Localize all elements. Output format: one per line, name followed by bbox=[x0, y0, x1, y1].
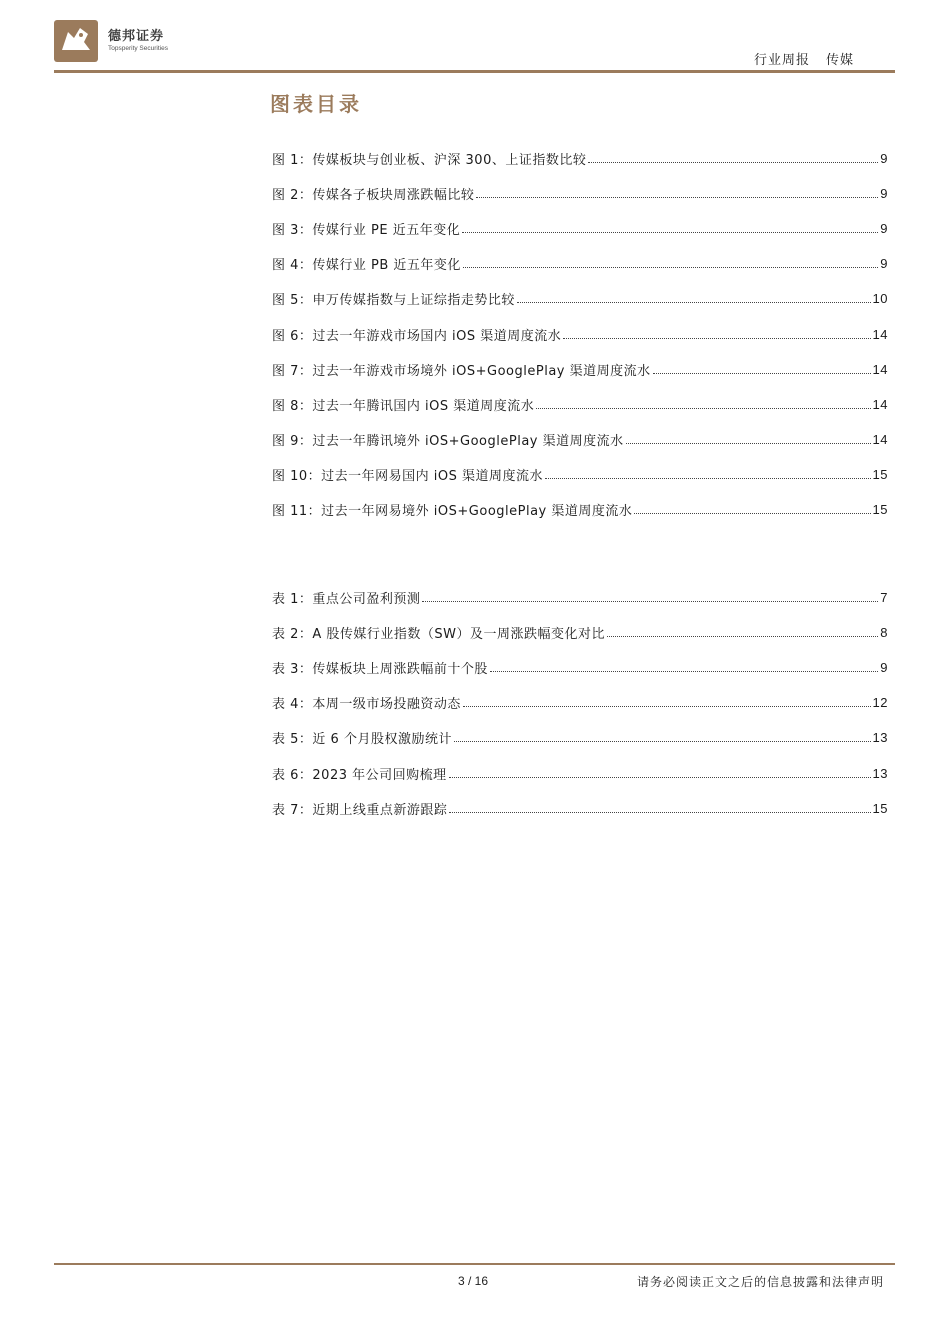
toc-dot-leader bbox=[545, 478, 870, 479]
legal-disclaimer: 请务必阅读正文之后的信息披露和法律声明 bbox=[636, 1275, 884, 1289]
report-type: 行业周报 bbox=[753, 53, 810, 68]
toc-entry-label: 表 5：近 6 个月股权激励统计 bbox=[272, 732, 452, 748]
logo-chinese-name: 德邦证券 bbox=[108, 28, 165, 44]
toc-entry-page: 9 bbox=[880, 221, 888, 237]
toc-entry-page: 10 bbox=[872, 291, 888, 307]
toc-entry-label: 表 2：A 股传媒行业指数（SW）及一周涨跌幅变化对比 bbox=[272, 627, 606, 643]
toc-entry[interactable] bbox=[272, 141, 888, 176]
toc-dot-leader bbox=[626, 443, 871, 444]
toc-entry[interactable] bbox=[272, 580, 888, 615]
toc-dot-leader bbox=[463, 706, 871, 707]
toc-dot-leader bbox=[653, 373, 871, 374]
toc-entry[interactable] bbox=[272, 720, 888, 755]
toc-entry-page: 14 bbox=[872, 396, 888, 412]
toc-entry-page: 9 bbox=[880, 186, 888, 202]
topsperity-logo-icon bbox=[54, 20, 98, 62]
toc-entry-label: 图 11：过去一年网易境外 iOS+GooglePlay 渠道周度流水 bbox=[272, 503, 633, 519]
toc-entry-page: 7 bbox=[880, 590, 888, 606]
toc-dot-leader bbox=[588, 162, 878, 163]
company-logo bbox=[54, 20, 168, 62]
toc-entry-label: 图 9：过去一年腾讯境外 iOS+GooglePlay 渠道周度流水 bbox=[272, 433, 624, 449]
toc-entry-label: 图 8：过去一年腾讯国内 iOS 渠道周度流水 bbox=[272, 398, 535, 414]
toc-entry-page: 9 bbox=[880, 151, 888, 167]
report-header-tags bbox=[754, 49, 854, 68]
toc-entry-page: 15 bbox=[872, 800, 888, 816]
toc-entry-label: 图 5：申万传媒指数与上证综指走势比较 bbox=[272, 293, 515, 309]
toc-entry-label: 表 1：重点公司盈利预测 bbox=[272, 592, 421, 608]
toc-entry[interactable] bbox=[272, 211, 888, 246]
toc-dot-leader bbox=[536, 408, 870, 409]
toc-entry-label: 表 3：传媒板块上周涨跌幅前十个股 bbox=[272, 662, 488, 678]
toc-entry-page: 15 bbox=[872, 466, 888, 482]
toc-dot-leader bbox=[607, 636, 878, 637]
toc-dot-leader bbox=[463, 267, 878, 268]
toc-entry[interactable] bbox=[272, 422, 888, 457]
toc-entry[interactable] bbox=[272, 685, 888, 720]
toc-entry[interactable] bbox=[272, 281, 888, 316]
table-toc-list bbox=[272, 580, 888, 826]
toc-entry-label: 图 3：传媒行业 PE 近五年变化 bbox=[272, 223, 461, 239]
toc-entry[interactable] bbox=[272, 492, 888, 527]
toc-entry-label: 图 4：传媒行业 PB 近五年变化 bbox=[272, 258, 461, 274]
toc-dot-leader bbox=[462, 232, 878, 233]
toc-dot-leader bbox=[563, 338, 870, 339]
toc-entry[interactable] bbox=[272, 352, 888, 387]
toc-entry[interactable] bbox=[272, 176, 888, 211]
toc-dot-leader bbox=[454, 741, 871, 742]
toc-entry[interactable] bbox=[272, 791, 888, 826]
toc-entry-label: 表 4：本周一级市场投融资动态 bbox=[272, 697, 461, 713]
toc-entry[interactable] bbox=[272, 387, 888, 422]
toc-entry-label: 表 6：2023 年公司回购梳理 bbox=[272, 767, 447, 783]
page-number: 3 / 16 bbox=[458, 1274, 489, 1288]
toc-entry-label: 表 7：近期上线重点新游跟踪 bbox=[272, 802, 448, 818]
toc-entry[interactable] bbox=[272, 755, 888, 790]
toc-entry-page: 14 bbox=[872, 326, 888, 342]
toc-entry-label: 图 1：传媒板块与创业板、沪深 300、上证指数比较 bbox=[272, 153, 587, 169]
toc-entry-page: 14 bbox=[872, 431, 888, 447]
toc-entry-label: 图 10：过去一年网易国内 iOS 渠道周度流水 bbox=[272, 468, 544, 484]
toc-dot-leader bbox=[476, 197, 878, 198]
figure-toc-list bbox=[272, 141, 888, 527]
toc-entry[interactable] bbox=[272, 650, 888, 685]
toc-entry-page: 12 bbox=[872, 695, 888, 711]
header-divider bbox=[54, 70, 895, 73]
toc-title: 图表目录 bbox=[270, 92, 362, 116]
toc-entry-page: 13 bbox=[872, 730, 888, 746]
toc-entry[interactable] bbox=[272, 457, 888, 492]
toc-entry-page: 13 bbox=[872, 765, 888, 781]
toc-entry[interactable] bbox=[272, 316, 888, 351]
toc-dot-leader bbox=[449, 812, 870, 813]
toc-entry-label: 图 2：传媒各子板块周涨跌幅比较 bbox=[272, 188, 475, 204]
toc-entry-page: 15 bbox=[872, 501, 888, 517]
toc-dot-leader bbox=[449, 777, 871, 778]
toc-entry[interactable] bbox=[272, 615, 888, 650]
toc-entry[interactable] bbox=[272, 246, 888, 281]
report-sector: 传媒 bbox=[825, 53, 854, 68]
toc-dot-leader bbox=[422, 601, 878, 602]
toc-dot-leader bbox=[634, 513, 870, 514]
toc-entry-page: 9 bbox=[880, 256, 888, 272]
toc-entry-page: 9 bbox=[880, 660, 888, 676]
toc-entry-label: 图 6：过去一年游戏市场国内 iOS 渠道周度流水 bbox=[272, 328, 562, 344]
toc-entry-page: 8 bbox=[880, 625, 888, 641]
toc-entry-page: 14 bbox=[872, 361, 888, 377]
toc-dot-leader bbox=[517, 302, 871, 303]
toc-entry-label: 图 7：过去一年游戏市场境外 iOS+GooglePlay 渠道周度流水 bbox=[272, 363, 651, 379]
toc-dot-leader bbox=[490, 671, 878, 672]
footer-divider bbox=[54, 1263, 895, 1265]
logo-english-name: Topsperity Securities bbox=[108, 44, 168, 52]
